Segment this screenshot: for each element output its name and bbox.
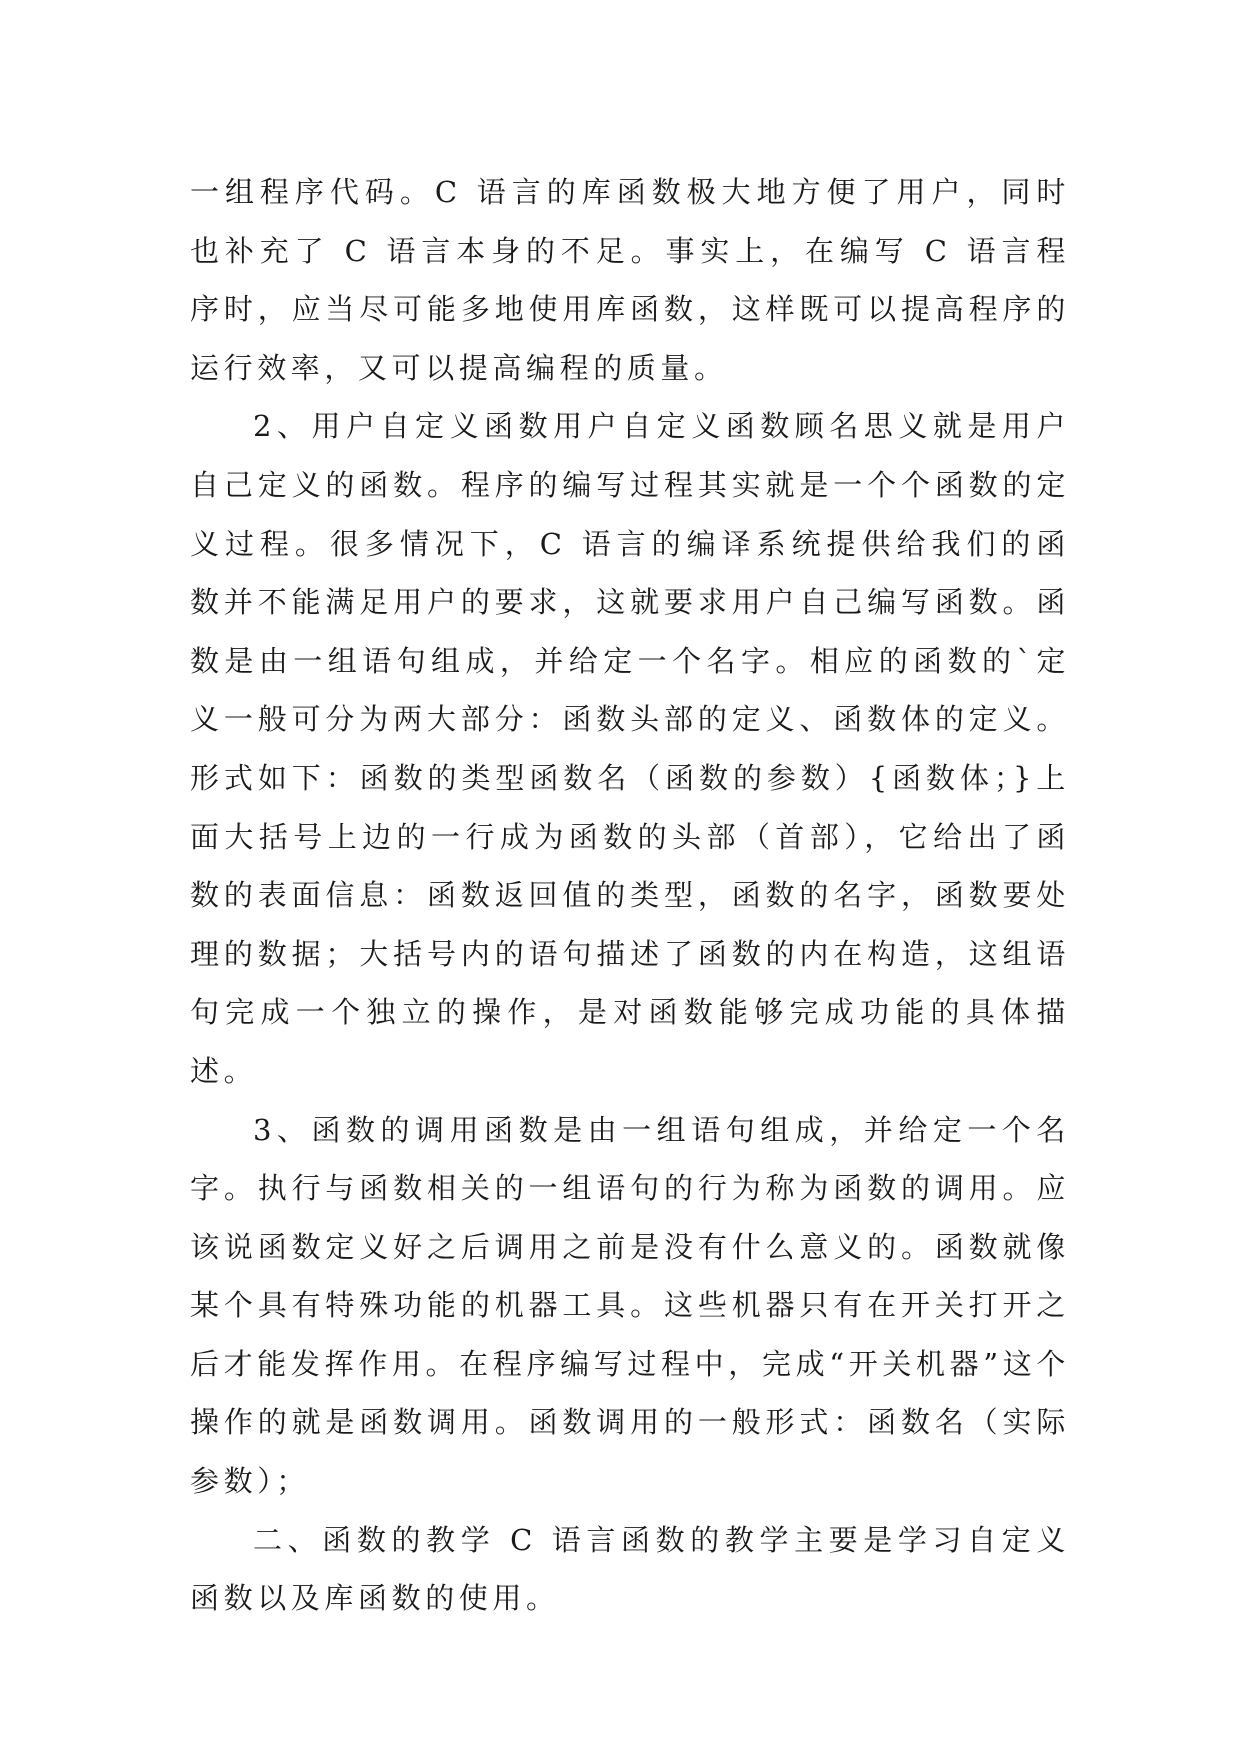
paragraph-function-calls: 3、函数的调用函数是由一组语句组成，并给定一个名字。执行与函数相关的一组语句的行为称为函数的调用。应该说函数定义好之后调用之前是没有什么意义的。函数就像某个具有特殊功能的机器工具。这些机器只有在开关打开之后才能发挥作用。在程序编写过程中，完成“开关机器”这个操作的就是函数调用。函数调用的一般形式：函数名（实际参数）； bbox=[190, 1112, 1070, 1499]
document-body bbox=[190, 163, 1070, 1628]
paragraph-library-functions: 一组程序代码。C 语言的库函数极大地方便了用户，同时也补充了 C 语言本身的不足。事实上，在编写 C 语言程序时，应当尽可能多地使用库函数，这样既可以提高程序的运行效率，又可以提高编程的质量。 bbox=[190, 175, 1070, 385]
paragraph-function-teaching: 二、函数的教学 C 语言函数的教学主要是学习自定义函数以及库函数的使用。 bbox=[190, 1522, 1070, 1616]
paragraph-user-defined-functions: 2、用户自定义函数用户自定义函数顾名思义就是用户自己定义的函数。程序的编写过程其实就是一个个函数的定义过程。很多情况下，C 语言的编译系统提供给我们的函数并不能满足用户的要求，这就要求用户自己编写函数。函数是由一组语句组成，并给定一个名字。相应的函数的`定义一般可分为两大部分：函数头部的定义、函数体的定义。形式如下：函数的类型函数名（函数的参数）{函数体；}上面大括号上边的一行成为函数的头部（首部），它给出了函数的表面信息：函数返回值的类型，函数的名字，函数要处理的数据；大括号内的语句描述了函数的内在构造，这组语句完成一个独立的操作，是对函数能够完成功能的具体描述。 bbox=[190, 409, 1070, 1088]
